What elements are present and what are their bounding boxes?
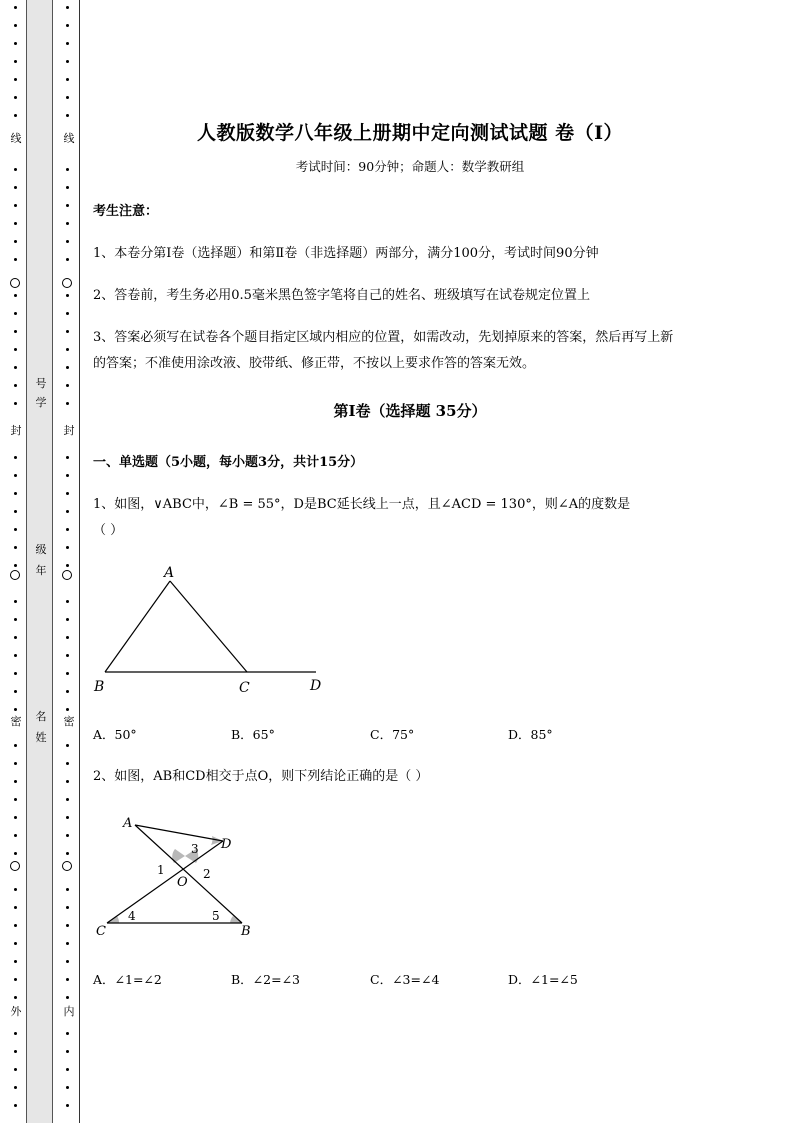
point-label-O: O xyxy=(177,875,188,890)
q2-stem: 2、如图，AB和CD相交于点O，则下列结论正确的是（ ） xyxy=(93,769,429,784)
binding-dot xyxy=(66,1032,69,1035)
binding-ring xyxy=(62,861,72,871)
binding-dot xyxy=(66,942,69,945)
binding-dot xyxy=(14,564,17,567)
binding-dot xyxy=(14,114,17,117)
binding-dot xyxy=(14,690,17,693)
binding-dot xyxy=(66,708,69,711)
q2-option-d[interactable]: D．∠1=∠5 xyxy=(508,972,578,987)
binding-dot xyxy=(14,492,17,495)
page-title: 人教版数学八年级上册期中定向测试试题 卷（Ⅰ） xyxy=(196,122,623,144)
binding-dot xyxy=(14,96,17,99)
q1-option-a[interactable]: A．50° xyxy=(93,727,137,742)
binding-dot xyxy=(66,312,69,315)
binding-dot xyxy=(14,672,17,675)
binding-dot xyxy=(14,996,17,999)
binding-dot xyxy=(14,330,17,333)
angle-label-5: 5 xyxy=(212,909,220,923)
binding-dot xyxy=(14,924,17,927)
exam-info: 考试时间：90分钟；命题人：数学教研组 xyxy=(295,159,525,174)
binding-dot xyxy=(66,672,69,675)
segment-CD xyxy=(107,841,223,923)
binding-dot xyxy=(66,996,69,999)
q2-option-b[interactable]: B．∠2=∠3 xyxy=(231,972,301,987)
left-dotted-line xyxy=(10,0,22,1123)
binding-dot xyxy=(66,906,69,909)
q1-stem: 1、如图，∨ABC中，∠B = 55°，D是BC延长线上一点，且∠ACD = 130°，则∠A的度数是 xyxy=(93,497,631,512)
binding-dot xyxy=(14,312,17,315)
binding-dot xyxy=(66,366,69,369)
binding-dot xyxy=(14,6,17,9)
binding-dot xyxy=(66,1050,69,1053)
binding-dot xyxy=(66,24,69,27)
binding-dot xyxy=(66,1104,69,1107)
point-label-D: D xyxy=(310,678,322,694)
segment-AB xyxy=(105,581,170,672)
binding-dot xyxy=(66,600,69,603)
binding-dot xyxy=(14,654,17,657)
binding-dot xyxy=(66,762,69,765)
binding-dot xyxy=(66,492,69,495)
binding-dot xyxy=(66,636,69,639)
q1-triangle-figure xyxy=(90,560,340,700)
q2-option-a[interactable]: A．∠1=∠2 xyxy=(93,972,162,987)
segment-AD xyxy=(135,825,223,841)
binding-dot xyxy=(14,204,17,207)
binding-dot xyxy=(14,402,17,405)
binding-dot xyxy=(66,186,69,189)
binding-dot xyxy=(66,348,69,351)
binding-dot xyxy=(66,1068,69,1071)
margin-label-feng-left: 封 xyxy=(10,424,22,437)
segment-AC xyxy=(170,581,247,672)
binding-dot xyxy=(14,762,17,765)
binding-dot xyxy=(66,330,69,333)
binding-dot xyxy=(14,600,17,603)
binding-dot xyxy=(66,960,69,963)
binding-dot xyxy=(66,258,69,261)
binding-dot xyxy=(66,402,69,405)
binding-dot xyxy=(14,1032,17,1035)
binding-dot xyxy=(66,816,69,819)
binding-dot xyxy=(14,24,17,27)
binding-ring xyxy=(10,278,20,288)
binding-dot xyxy=(14,798,17,801)
binding-dot xyxy=(14,510,17,513)
binding-dot xyxy=(14,456,17,459)
binding-dot xyxy=(14,1068,17,1071)
angle-label-2: 2 xyxy=(203,867,211,881)
q1-answer-blank[interactable]: （ ） xyxy=(93,523,124,538)
binding-dot xyxy=(14,960,17,963)
angle-label-3: 3 xyxy=(191,842,199,856)
point-label-B: B xyxy=(241,924,251,939)
notice-item-2: 2、答卷前，考生务必用0.5毫米黑色签字笔将自己的姓名、班级填写在试卷规定位置上 xyxy=(93,288,590,303)
point-label-D: D xyxy=(221,837,232,852)
binding-dot xyxy=(14,222,17,225)
binding-dot xyxy=(14,708,17,711)
binding-dot xyxy=(14,852,17,855)
binding-dot xyxy=(14,258,17,261)
binding-dot xyxy=(14,978,17,981)
notice-item-3-cont: 的答案；不准使用涂改液、胶带纸、修正带，不按以上要求作答的答案无效。 xyxy=(93,356,536,371)
binding-inner-line xyxy=(79,0,80,1123)
notice-item-3: 3、答案必须写在试卷各个题目指定区域内相应的位置，如需改动，先划掉原来的答案，然后再写上新 xyxy=(93,330,674,345)
q1-option-c[interactable]: C．75° xyxy=(370,727,415,742)
binding-dot xyxy=(66,564,69,567)
binding-dot xyxy=(66,852,69,855)
field-nianji-2: 年 xyxy=(35,564,47,577)
margin-label-nei: 内 xyxy=(63,1005,75,1018)
right-dotted-line xyxy=(62,0,74,1123)
binding-ring xyxy=(10,861,20,871)
notice-item-1: 1、本卷分第Ⅰ卷（选择题）和第Ⅱ卷（非选择题）两部分，满分100分，考试时间90分钟 xyxy=(93,246,599,261)
binding-dot xyxy=(66,654,69,657)
binding-dot xyxy=(66,888,69,891)
binding-dot xyxy=(66,780,69,783)
binding-dot xyxy=(14,906,17,909)
binding-dot xyxy=(66,474,69,477)
binding-dot xyxy=(66,1086,69,1089)
binding-dot xyxy=(14,636,17,639)
binding-dot xyxy=(14,834,17,837)
q1-option-b[interactable]: B．65° xyxy=(231,727,275,742)
margin-label-xian-left: 线 xyxy=(10,132,22,145)
angle-label-4: 4 xyxy=(128,909,136,923)
binding-dot xyxy=(14,1104,17,1107)
section-title: 第Ⅰ卷（选择题 35分） xyxy=(333,402,487,420)
binding-dot xyxy=(14,366,17,369)
binding-ring xyxy=(10,570,20,580)
margin-label-feng-right: 封 xyxy=(63,424,75,437)
binding-dot xyxy=(14,348,17,351)
binding-dot xyxy=(66,168,69,171)
binding-dot xyxy=(66,222,69,225)
binding-dot xyxy=(14,384,17,387)
binding-dot xyxy=(14,816,17,819)
binding-dot xyxy=(14,780,17,783)
binding-dot xyxy=(66,78,69,81)
binding-dot xyxy=(14,294,17,297)
binding-dot xyxy=(14,888,17,891)
binding-dot xyxy=(14,78,17,81)
binding-dot xyxy=(14,168,17,171)
q1-option-d[interactable]: D．85° xyxy=(508,727,553,742)
binding-dot xyxy=(66,96,69,99)
point-label-C: C xyxy=(239,680,250,696)
binding-dot xyxy=(66,798,69,801)
binding-dot xyxy=(66,6,69,9)
binding-dot xyxy=(66,294,69,297)
binding-dot xyxy=(66,618,69,621)
binding-dot xyxy=(66,690,69,693)
binding-dot xyxy=(66,546,69,549)
q2-intersecting-lines-figure xyxy=(90,808,260,943)
notice-heading: 考生注意： xyxy=(93,204,159,219)
binding-dot xyxy=(14,618,17,621)
margin-label-xian-right: 线 xyxy=(63,132,75,145)
binding-dot xyxy=(66,114,69,117)
point-label-A: A xyxy=(123,816,133,831)
binding-dot xyxy=(66,528,69,531)
binding-dot xyxy=(66,978,69,981)
field-xingming-1: 名 xyxy=(35,710,47,723)
binding-dot xyxy=(66,240,69,243)
binding-dot xyxy=(14,474,17,477)
binding-dot xyxy=(14,186,17,189)
margin-label-mi-right: 密 xyxy=(63,715,75,728)
field-xuehao-1: 号 xyxy=(35,377,47,390)
field-nianji-1: 级 xyxy=(35,543,47,556)
binding-dot xyxy=(14,1050,17,1053)
field-xingming-2: 姓 xyxy=(35,731,47,744)
binding-ring xyxy=(62,570,72,580)
binding-dot xyxy=(66,384,69,387)
binding-dot xyxy=(14,942,17,945)
angle-label-1: 1 xyxy=(157,863,165,877)
binding-dot xyxy=(66,834,69,837)
point-label-B: B xyxy=(94,679,105,695)
point-label-A: A xyxy=(164,565,175,581)
binding-dot xyxy=(14,546,17,549)
margin-label-wai: 外 xyxy=(10,1005,22,1018)
binding-dot xyxy=(66,456,69,459)
binding-dot xyxy=(66,510,69,513)
binding-dot xyxy=(66,204,69,207)
margin-label-mi-left: 密 xyxy=(10,715,22,728)
binding-dot xyxy=(14,1086,17,1089)
binding-dot xyxy=(66,42,69,45)
binding-dot xyxy=(66,744,69,747)
field-xuehao-2: 学 xyxy=(35,396,47,409)
part-title: 一、单选题（5小题，每小题3分，共计15分） xyxy=(93,455,364,470)
q2-option-c[interactable]: C．∠3=∠4 xyxy=(370,972,440,987)
binding-dot xyxy=(14,528,17,531)
binding-dot xyxy=(14,60,17,63)
point-label-C: C xyxy=(96,924,106,939)
binding-ring xyxy=(62,278,72,288)
binding-dot xyxy=(66,60,69,63)
binding-dot xyxy=(66,924,69,927)
binding-dot xyxy=(14,744,17,747)
binding-dot xyxy=(14,42,17,45)
binding-dot xyxy=(14,240,17,243)
